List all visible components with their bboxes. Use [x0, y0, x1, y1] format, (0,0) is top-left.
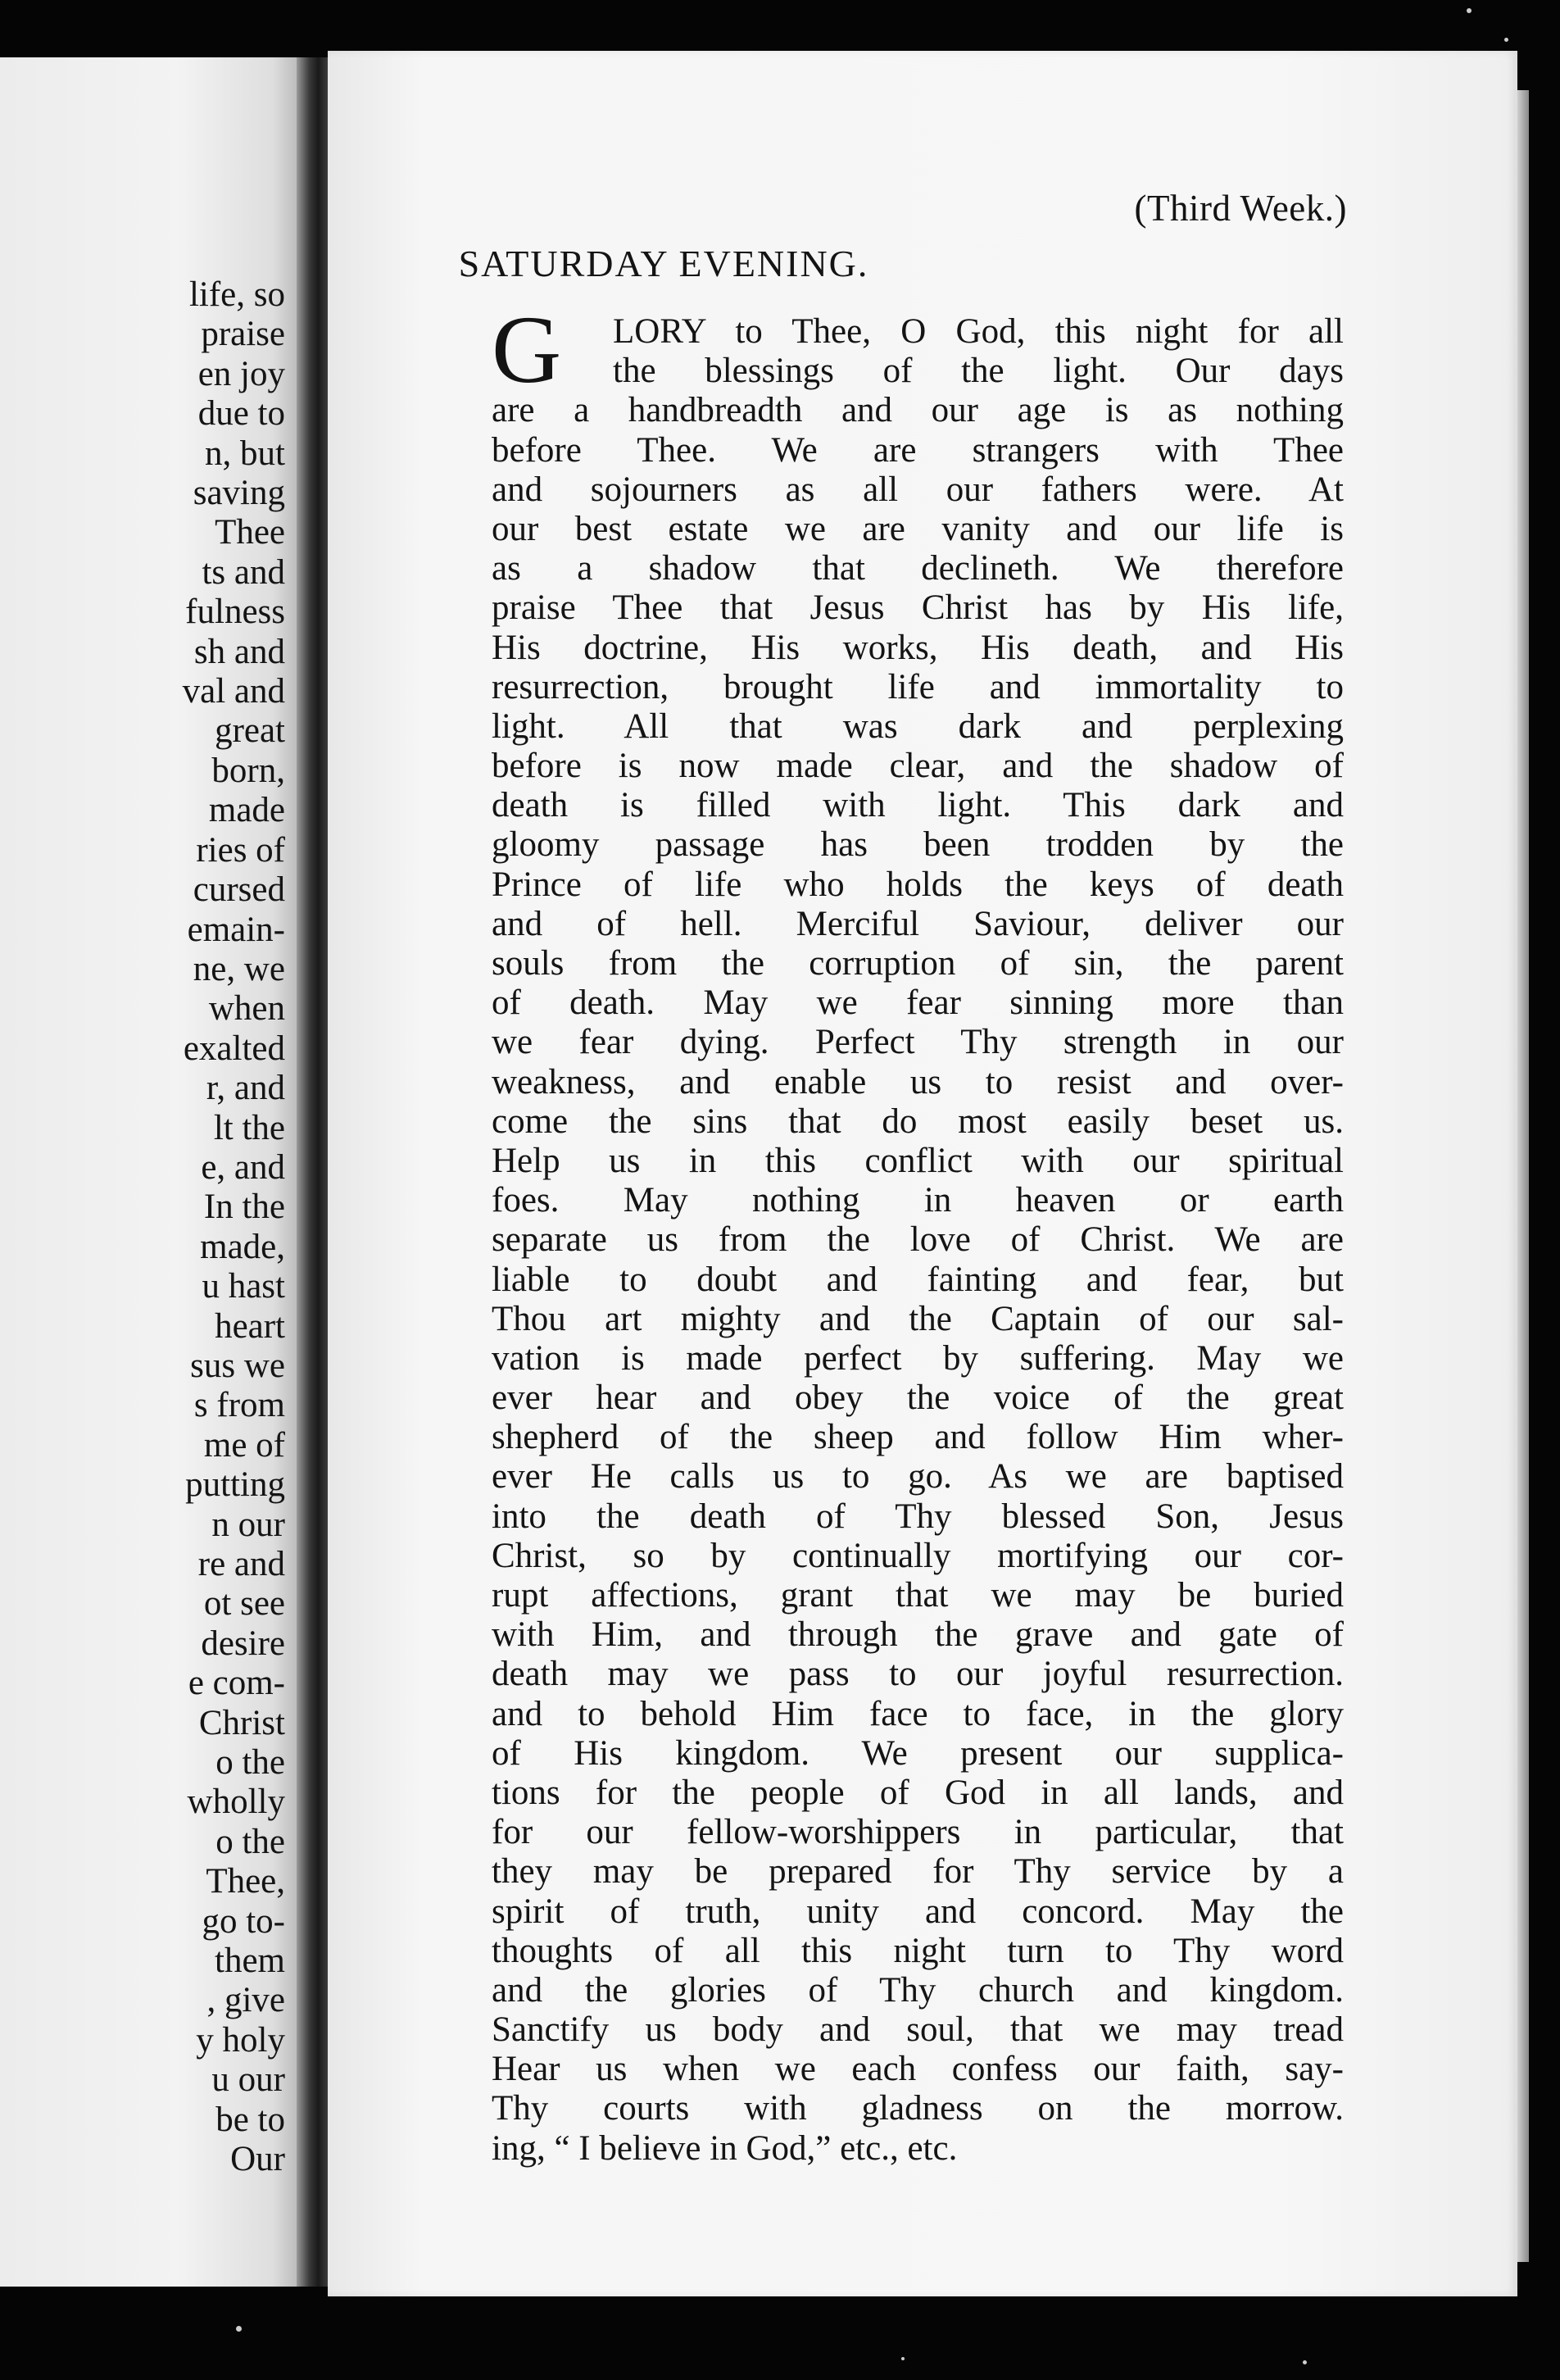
left-page-line: great — [215, 711, 285, 751]
prayer-line: and sojourners as all our fathers were. At — [492, 470, 1344, 509]
prayer-line: separate us from the love of Christ. We are — [492, 1220, 1344, 1260]
left-page-line: en joy — [197, 354, 285, 393]
left-page-line: o the — [215, 1822, 285, 1861]
prayer-line: thoughts of all this night turn to Thy word — [492, 1931, 1344, 1970]
prayer-text — [492, 312, 1344, 2169]
left-page-line: made — [208, 791, 285, 830]
prayer-line: they may be prepared for Thy service by a — [492, 1852, 1344, 1892]
prayer-line: resurrection, brought life and immortality to — [492, 667, 1344, 706]
left-page-line: putting — [185, 1465, 285, 1505]
prayer-line: ever hear and obey the voice of the great — [492, 1378, 1344, 1418]
dust-speck — [901, 2357, 905, 2360]
prayer-line: the blessings of the light. Our days — [613, 352, 1344, 391]
left-page-line: ne, we — [193, 949, 285, 988]
prayer-line: Prince of life who holds the keys of death — [492, 865, 1344, 904]
prayer-line: ing, “ I believe in God,” etc., etc. — [492, 2128, 958, 2168]
left-page-line: made, — [200, 1227, 285, 1266]
left-page-line: Thee — [215, 513, 285, 552]
left-page-line: Christ — [198, 1703, 285, 1742]
left-page-line: lt the — [213, 1108, 285, 1147]
prayer-line: light. All that was dark and perplexing — [492, 706, 1344, 746]
left-page-line: praise — [201, 315, 285, 354]
prayer-line: death is filled with light. This dark and — [492, 786, 1344, 825]
prayer-line: of His kingdom. We present our supplica- — [492, 1733, 1344, 1773]
left-page-line: u hast — [202, 1267, 285, 1306]
left-page-line: r, and — [206, 1069, 285, 1108]
left-page-line: s from — [193, 1386, 285, 1425]
prayer-line: rupt affections, grant that we may be buried — [492, 1576, 1344, 1615]
drop-cap: G — [492, 296, 562, 403]
left-page-line: fulness — [185, 593, 285, 632]
prayer-line: Thou art mighty and the Captain of our sal- — [492, 1299, 1344, 1338]
prayer-line: before Thee. We are strangers with Thee — [492, 430, 1344, 470]
left-page-line: due to — [197, 394, 285, 434]
prayer-line: we fear dying. Perfect Thy strength in our — [492, 1023, 1344, 1062]
left-page-line: me of — [203, 1425, 285, 1465]
week-label: (Third Week.) — [1134, 188, 1347, 229]
prayer-line: ever He calls us to go. As we are baptised — [492, 1457, 1344, 1497]
prayer-line: death may we pass to our joyful resurrection. — [492, 1655, 1344, 1694]
left-page-line: saving — [193, 474, 285, 513]
left-page-line: go to- — [202, 1901, 285, 1941]
dust-speck — [1504, 38, 1508, 42]
left-page-line: sh and — [193, 632, 285, 671]
left-facing-page — [0, 57, 297, 2287]
left-page-line: exalted — [183, 1029, 285, 1068]
prayer-line: and the glories of Thy church and kingdom. — [492, 1970, 1344, 2010]
prayer-line: Hear us when we each confess our faith, say- — [492, 2050, 1344, 2089]
left-page-line: ries of — [196, 830, 285, 870]
prayer-line: vation is made perfect by suffering. May we — [492, 1338, 1344, 1378]
left-page-line: ts and — [202, 552, 285, 592]
prayer-line: for our fellow-worshippers in particular, that — [492, 1813, 1344, 1852]
prayer-line: Thy courts with gladness on the morrow. — [492, 2089, 1344, 2128]
prayer-line: come the sins that do most easily beset us. — [492, 1101, 1344, 1141]
prayer-line: Sanctify us body and soul, that we may tread — [492, 2010, 1344, 2050]
prayer-line: Christ, so by continually mortifying our cor- — [492, 1536, 1344, 1575]
left-page-line: In the — [203, 1188, 285, 1227]
dust-speck — [236, 2326, 242, 2332]
left-page-line: life, so — [188, 275, 285, 314]
prayer-line: weakness, and enable us to resist and over- — [492, 1062, 1344, 1101]
prayer-line: praise Thee that Jesus Christ has by His life, — [492, 588, 1344, 628]
section-title: SATURDAY EVENING. — [458, 243, 869, 284]
left-page-line: ot see — [203, 1584, 285, 1624]
left-page-line: them — [215, 1942, 285, 1981]
prayer-line: of death. May we fear sinning more than — [492, 983, 1344, 1023]
prayer-line: Help us in this conflict with our spiritual — [492, 1141, 1344, 1180]
left-page-line: e com- — [188, 1664, 285, 1703]
left-page-line: , give — [206, 1981, 285, 2020]
left-page-line: cursed — [193, 870, 285, 910]
left-page-line: when — [208, 989, 285, 1029]
page-edge — [1517, 90, 1529, 2262]
prayer-line: with Him, and through the grave and gate of — [492, 1615, 1344, 1655]
prayer-line: foes. May nothing in heaven or earth — [492, 1181, 1344, 1220]
left-page-line: e, and — [201, 1147, 285, 1187]
left-page-line: re and — [197, 1545, 285, 1583]
left-page-line: n our — [211, 1505, 285, 1544]
prayer-line: and of hell. Merciful Saviour, deliver our — [492, 904, 1344, 943]
prayer-line: His doctrine, His works, His death, and His — [492, 628, 1344, 667]
prayer-line: our best estate we are vanity and our life is — [492, 509, 1344, 548]
left-page-line: be to — [215, 2100, 285, 2139]
left-page-line: val and — [182, 672, 285, 711]
prayer-line: liable to doubt and fainting and fear, but — [492, 1260, 1344, 1299]
prayer-line: as a shadow that declineth. We therefore — [492, 549, 1344, 588]
left-page-line: heart — [215, 1306, 285, 1346]
prayer-line: shepherd of the sheep and follow Him wher- — [492, 1418, 1344, 1457]
prayer-line: into the death of Thy blessed Son, Jesus — [492, 1497, 1344, 1536]
left-page-line: emain- — [187, 910, 285, 949]
prayer-line: LORY to Thee, O God, this night for all — [613, 312, 1344, 351]
left-page-line: desire — [201, 1624, 285, 1663]
left-page-line: sus we — [190, 1346, 285, 1385]
prayer-line: and to behold Him face to face, in the glory — [492, 1694, 1344, 1733]
prayer-line: before is now made clear, and the shadow of — [492, 747, 1344, 786]
left-page-line: y holy — [196, 2020, 285, 2060]
left-page-line: born, — [211, 751, 285, 790]
left-page-line: Our — [230, 2140, 285, 2179]
left-page-line: u our — [211, 2060, 285, 2100]
prayer-line: gloomy passage has been trodden by the — [492, 825, 1344, 865]
prayer-line: are a handbreadth and our age is as nothing — [492, 391, 1344, 430]
left-page-line: n, but — [205, 434, 285, 473]
prayer-line: spirit of truth, unity and concord. May the — [492, 1892, 1344, 1931]
prayer-line: souls from the corruption of sin, the parent — [492, 944, 1344, 983]
prayer-line: tions for the people of God in all lands, and — [492, 1773, 1344, 1812]
left-page-line: Thee, — [206, 1862, 285, 1901]
dust-speck — [1467, 8, 1472, 13]
left-page-line: o the — [215, 1743, 285, 1783]
left-page-line: wholly — [187, 1783, 285, 1822]
left-page-text — [183, 275, 285, 2180]
dust-speck — [1303, 2360, 1307, 2364]
